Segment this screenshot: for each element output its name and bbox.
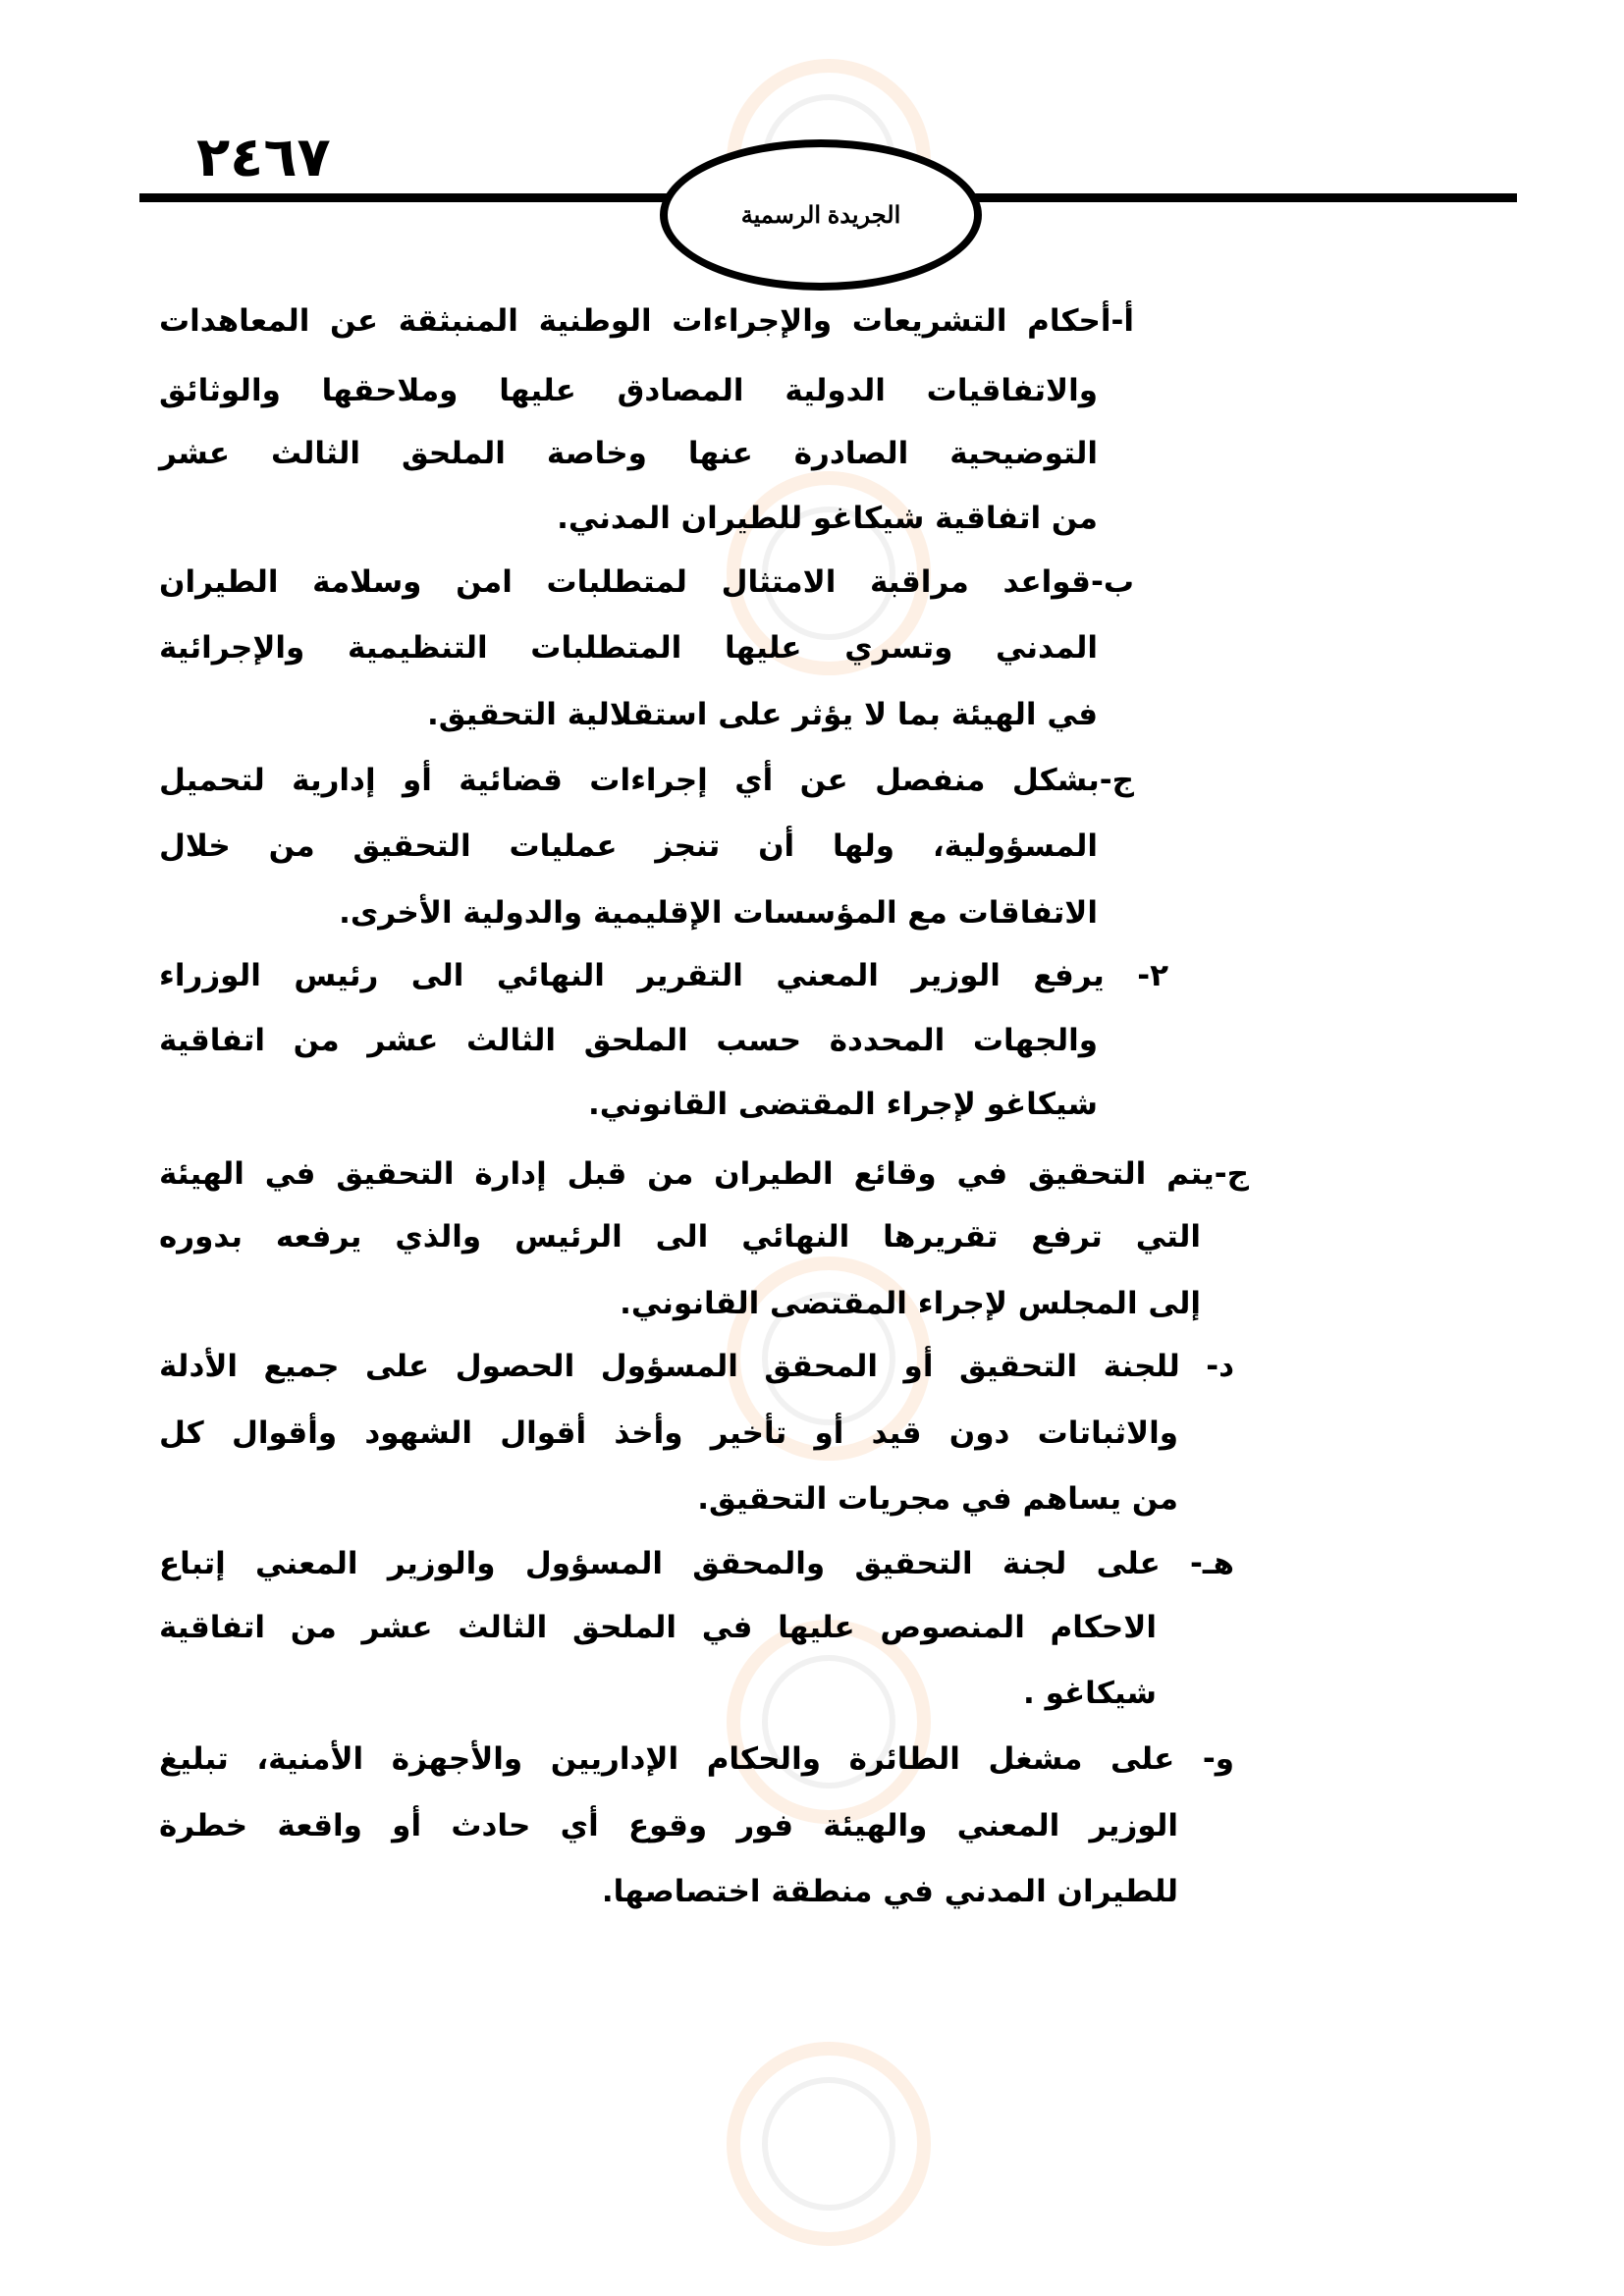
watermark-clock-icon xyxy=(727,2042,931,2246)
text-line: د- للجنة التحقيق أو المحقق المسؤول الحصول على جميع الأدلة xyxy=(159,1349,1234,1384)
text-line: هـ- على لجنة التحقيق والمحقق المسؤول والوزير المعني إتباع xyxy=(159,1546,1234,1581)
text-line: إلى المجلس لإجراء المقتضى القانوني. xyxy=(620,1286,1201,1321)
text-line: شيكاغو . xyxy=(1023,1676,1157,1711)
text-line: الاتفاقات مع المؤسسات الإقليمية والدولية الأخرى. xyxy=(339,895,1098,931)
text-line: التي ترفع تقريرها النهائي الى الرئيس والذي يرفعه بدوره xyxy=(159,1219,1201,1255)
text-line: في الهيئة بما لا يؤثر على استقلالية التحقيق. xyxy=(426,697,1098,732)
text-line: المدني وتسري عليها المتطلبات التنظيمية والإجرائية xyxy=(159,630,1098,666)
text-line: الوزير المعني والهيئة فور وقوع أي حادث أو واقعة خطرة xyxy=(159,1808,1178,1843)
text-line: و- على مشغل الطائرة والحكام الإداريين والأجهزة الأمنية، تبليغ xyxy=(159,1741,1234,1777)
text-line: والاتفاقيات الدولية المصادق عليها وملاحقها والوثائق xyxy=(159,373,1098,408)
text-line: ب-قواعد مراقبة الامتثال لمتطلبات امن وسلامة الطيران xyxy=(159,564,1134,600)
gazette-title: الجريدة الرسمية xyxy=(740,201,901,229)
text-line: ج-يتم التحقيق في وقائع الطيران من قبل إدارة التحقيق في الهيئة xyxy=(159,1156,1249,1192)
text-line: ٢- يرفع الوزير المعني التقرير النهائي الى رئيس الوزراء xyxy=(159,958,1168,993)
text-line: المسؤولية، ولها أن تنجز عمليات التحقيق من خلال xyxy=(159,828,1098,864)
text-line: من يساهم في مجريات التحقيق. xyxy=(697,1481,1178,1517)
text-line: من اتفاقية شيكاغو للطيران المدني. xyxy=(557,501,1098,536)
page-number: ٢٤٦٧ xyxy=(196,126,331,189)
text-line: والاثباتات دون قيد أو تأخير وأخذ أقوال الشهود وأقوال كل xyxy=(159,1415,1178,1451)
text-line: والجهات المحددة حسب الملحق الثالث عشر من اتفاقية xyxy=(159,1023,1098,1058)
text-line: أ-أحكام التشريعات والإجراءات الوطنية المنبثقة عن المعاهدات xyxy=(159,303,1134,339)
text-line: التوضيحية الصادرة عنها وخاصة الملحق الثالث عشر xyxy=(159,436,1098,471)
text-line: ج-بشكل منفصل عن أي إجراءات قضائية أو إدارية لتحميل xyxy=(159,763,1134,798)
gazette-title-oval xyxy=(660,139,982,291)
text-line: شيكاغو لإجراء المقتضى القانوني. xyxy=(588,1087,1098,1122)
text-line: الاحكام المنصوص عليها في الملحق الثالث عشر من اتفاقية xyxy=(159,1610,1157,1645)
text-line: للطيران المدني في منطقة اختصاصها. xyxy=(601,1874,1178,1909)
